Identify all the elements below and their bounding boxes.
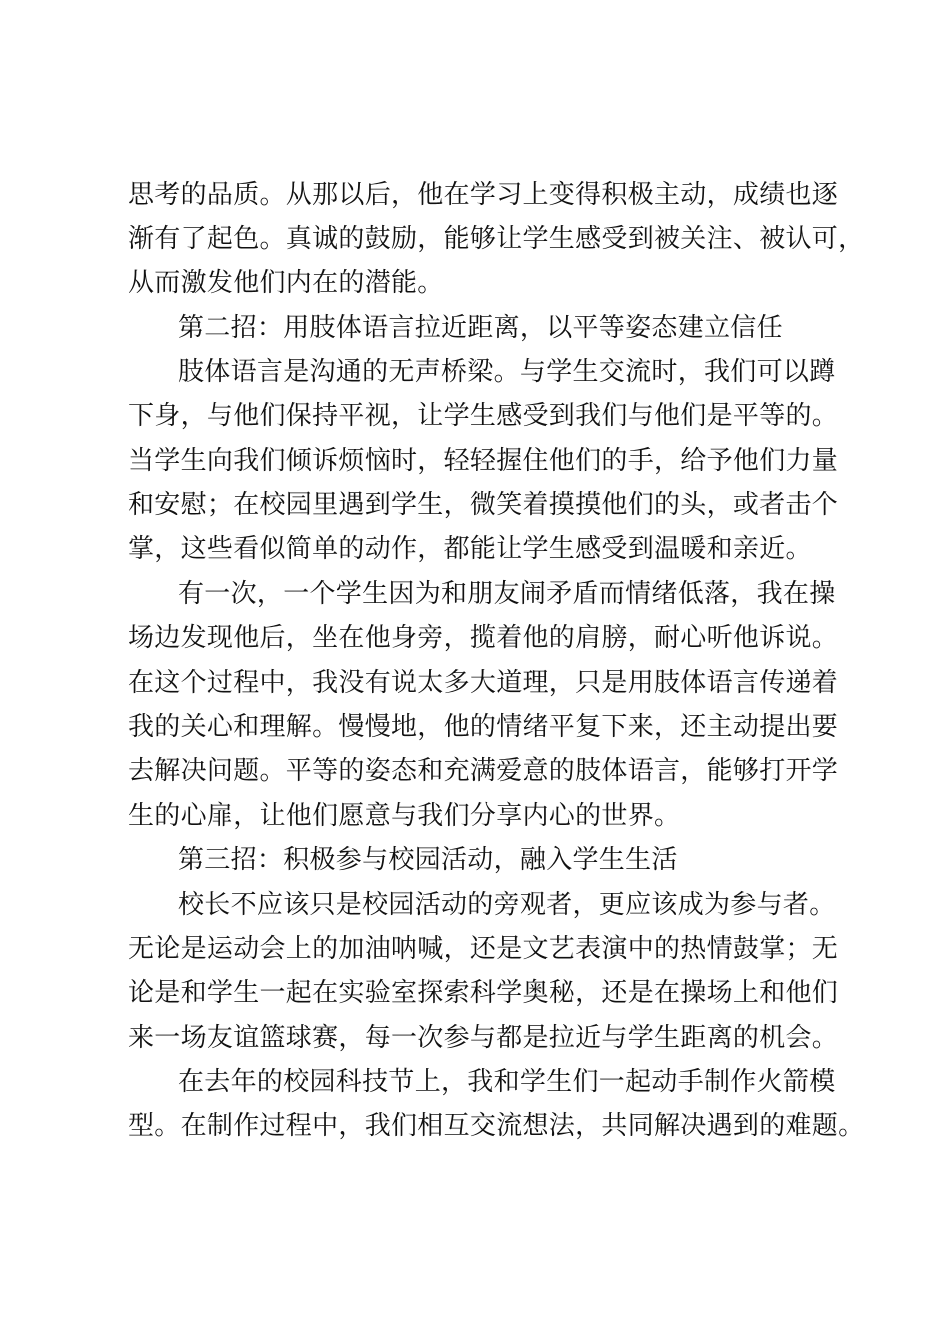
- body-text-line: 思考的品质。从那以后，他在学习上变得积极主动，成绩也逐: [128, 180, 839, 210]
- paragraph-start-line: 校长不应该只是校园活动的旁观者，更应该成为参与者。: [178, 890, 836, 920]
- paragraph-start-line: 肢体语言是沟通的无声桥梁。与学生交流时，我们可以蹲: [178, 357, 836, 387]
- body-text-line: 和安慰；在校园里遇到学生，微笑着摸摸他们的头，或者击个: [128, 490, 839, 520]
- body-text-line: 无论是运动会上的加油呐喊，还是文艺表演中的热情鼓掌；无: [128, 934, 839, 964]
- section-heading-2: 第二招：用肢体语言拉近距离，以平等姿态建立信任: [178, 313, 783, 343]
- paragraph-start-line: 有一次，一个学生因为和朋友闹矛盾而情绪低落，我在操: [178, 579, 836, 609]
- body-text-line: 生的心扉，让他们愿意与我们分享内心的世界。: [128, 801, 681, 831]
- body-text-line: 从而激发他们内在的潜能。: [128, 268, 444, 298]
- body-text-line: 来一场友谊篮球赛，每一次参与都是拉近与学生距离的机会。: [128, 1023, 839, 1053]
- body-text-line: 在这个过程中，我没有说太多大道理，只是用肢体语言传递着: [128, 668, 839, 698]
- body-text-line: 去解决问题。平等的姿态和充满爱意的肢体语言，能够打开学: [128, 756, 839, 786]
- body-text-line: 当学生向我们倾诉烦恼时，轻轻握住他们的手，给予他们力量: [128, 446, 839, 476]
- body-text-line: 场边发现他后，坐在他身旁，揽着他的肩膀，耐心听他诉说。: [128, 623, 839, 653]
- paragraph-start-line: 在去年的校园科技节上，我和学生们一起动手制作火箭模: [178, 1067, 836, 1097]
- section-heading-3: 第三招：积极参与校园活动，融入学生生活: [178, 845, 678, 875]
- body-text-line: 下身，与他们保持平视，让学生感受到我们与他们是平等的。: [128, 401, 839, 431]
- body-text-line: 型。在制作过程中，我们相互交流想法，共同解决遇到的难题。: [128, 1111, 865, 1141]
- body-text-line: 我的关心和理解。慢慢地，他的情绪平复下来，还主动提出要: [128, 712, 839, 742]
- body-text-line: 论是和学生一起在实验室探索科学奥秘，还是在操场上和他们: [128, 978, 839, 1008]
- body-text-line: 渐有了起色。真诚的鼓励，能够让学生感受到被关注、被认可，: [128, 224, 865, 254]
- body-text-line: 掌，这些看似简单的动作，都能让学生感受到温暖和亲近。: [128, 534, 812, 564]
